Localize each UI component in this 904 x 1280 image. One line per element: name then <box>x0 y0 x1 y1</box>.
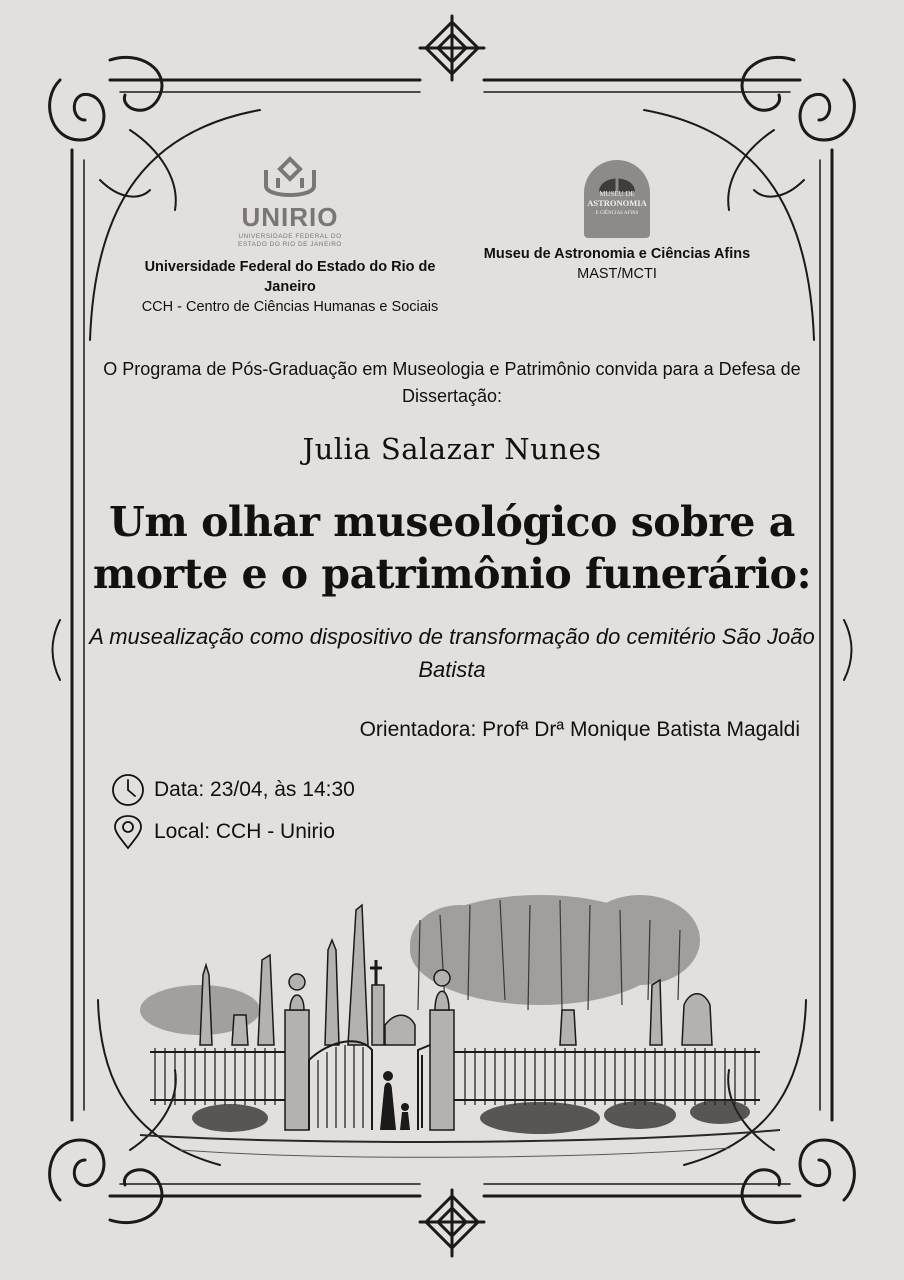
mast-logo-text-3: E CIÊNCIAS AFINS <box>595 211 639 216</box>
unirio-logo-subtext-2: ESTADO DO RIO DE JANEIRO <box>238 241 342 248</box>
mast-block <box>472 160 762 284</box>
advisor: Orientadora: Profª Drª Monique Batista Magaldi <box>359 718 800 741</box>
location-pin-icon <box>110 814 146 850</box>
event-date: Data: 23/04, às 14:30 <box>154 778 355 801</box>
dissertation-subtitle: A musealização como dispositivo de transformação do cemitério São João Batista <box>89 624 815 682</box>
unirio-block <box>130 150 450 317</box>
author-name: Julia Salazar Nunes <box>302 432 602 466</box>
dissertation-title: Um olhar museológico sobre a morte e o patrimônio funerário: <box>92 498 812 598</box>
unirio-logo-subtext-1: UNIVERSIDADE FEDERAL DO <box>238 233 342 240</box>
mast-logo-text-1: MUSEU DE <box>599 190 635 198</box>
location-row <box>110 814 335 850</box>
event-location: Local: CCH - Unirio <box>154 820 335 843</box>
invitation-text: O Programa de Pós-Graduação em Museologia e Patrimônio convida para a Defesa de Dissertação: <box>103 359 801 406</box>
mast-logo-text-2: ASTRONOMIA <box>587 198 647 208</box>
date-row <box>110 772 355 808</box>
unirio-subtitle: CCH - Centro de Ciências Humanas e Sociais <box>141 299 439 315</box>
unirio-name: Universidade Federal do Estado do Rio de Janeiro <box>144 259 436 295</box>
unirio-logo-icon <box>260 156 320 202</box>
clock-icon <box>110 772 146 808</box>
mast-name: Museu de Astronomia e Ciências Afins <box>483 246 751 262</box>
mast-logo <box>584 160 650 238</box>
cemetery-illustration <box>140 895 780 1157</box>
unirio-logo-text: UNIRIO <box>241 202 339 232</box>
mast-subtitle: MAST/MCTI <box>577 266 657 282</box>
